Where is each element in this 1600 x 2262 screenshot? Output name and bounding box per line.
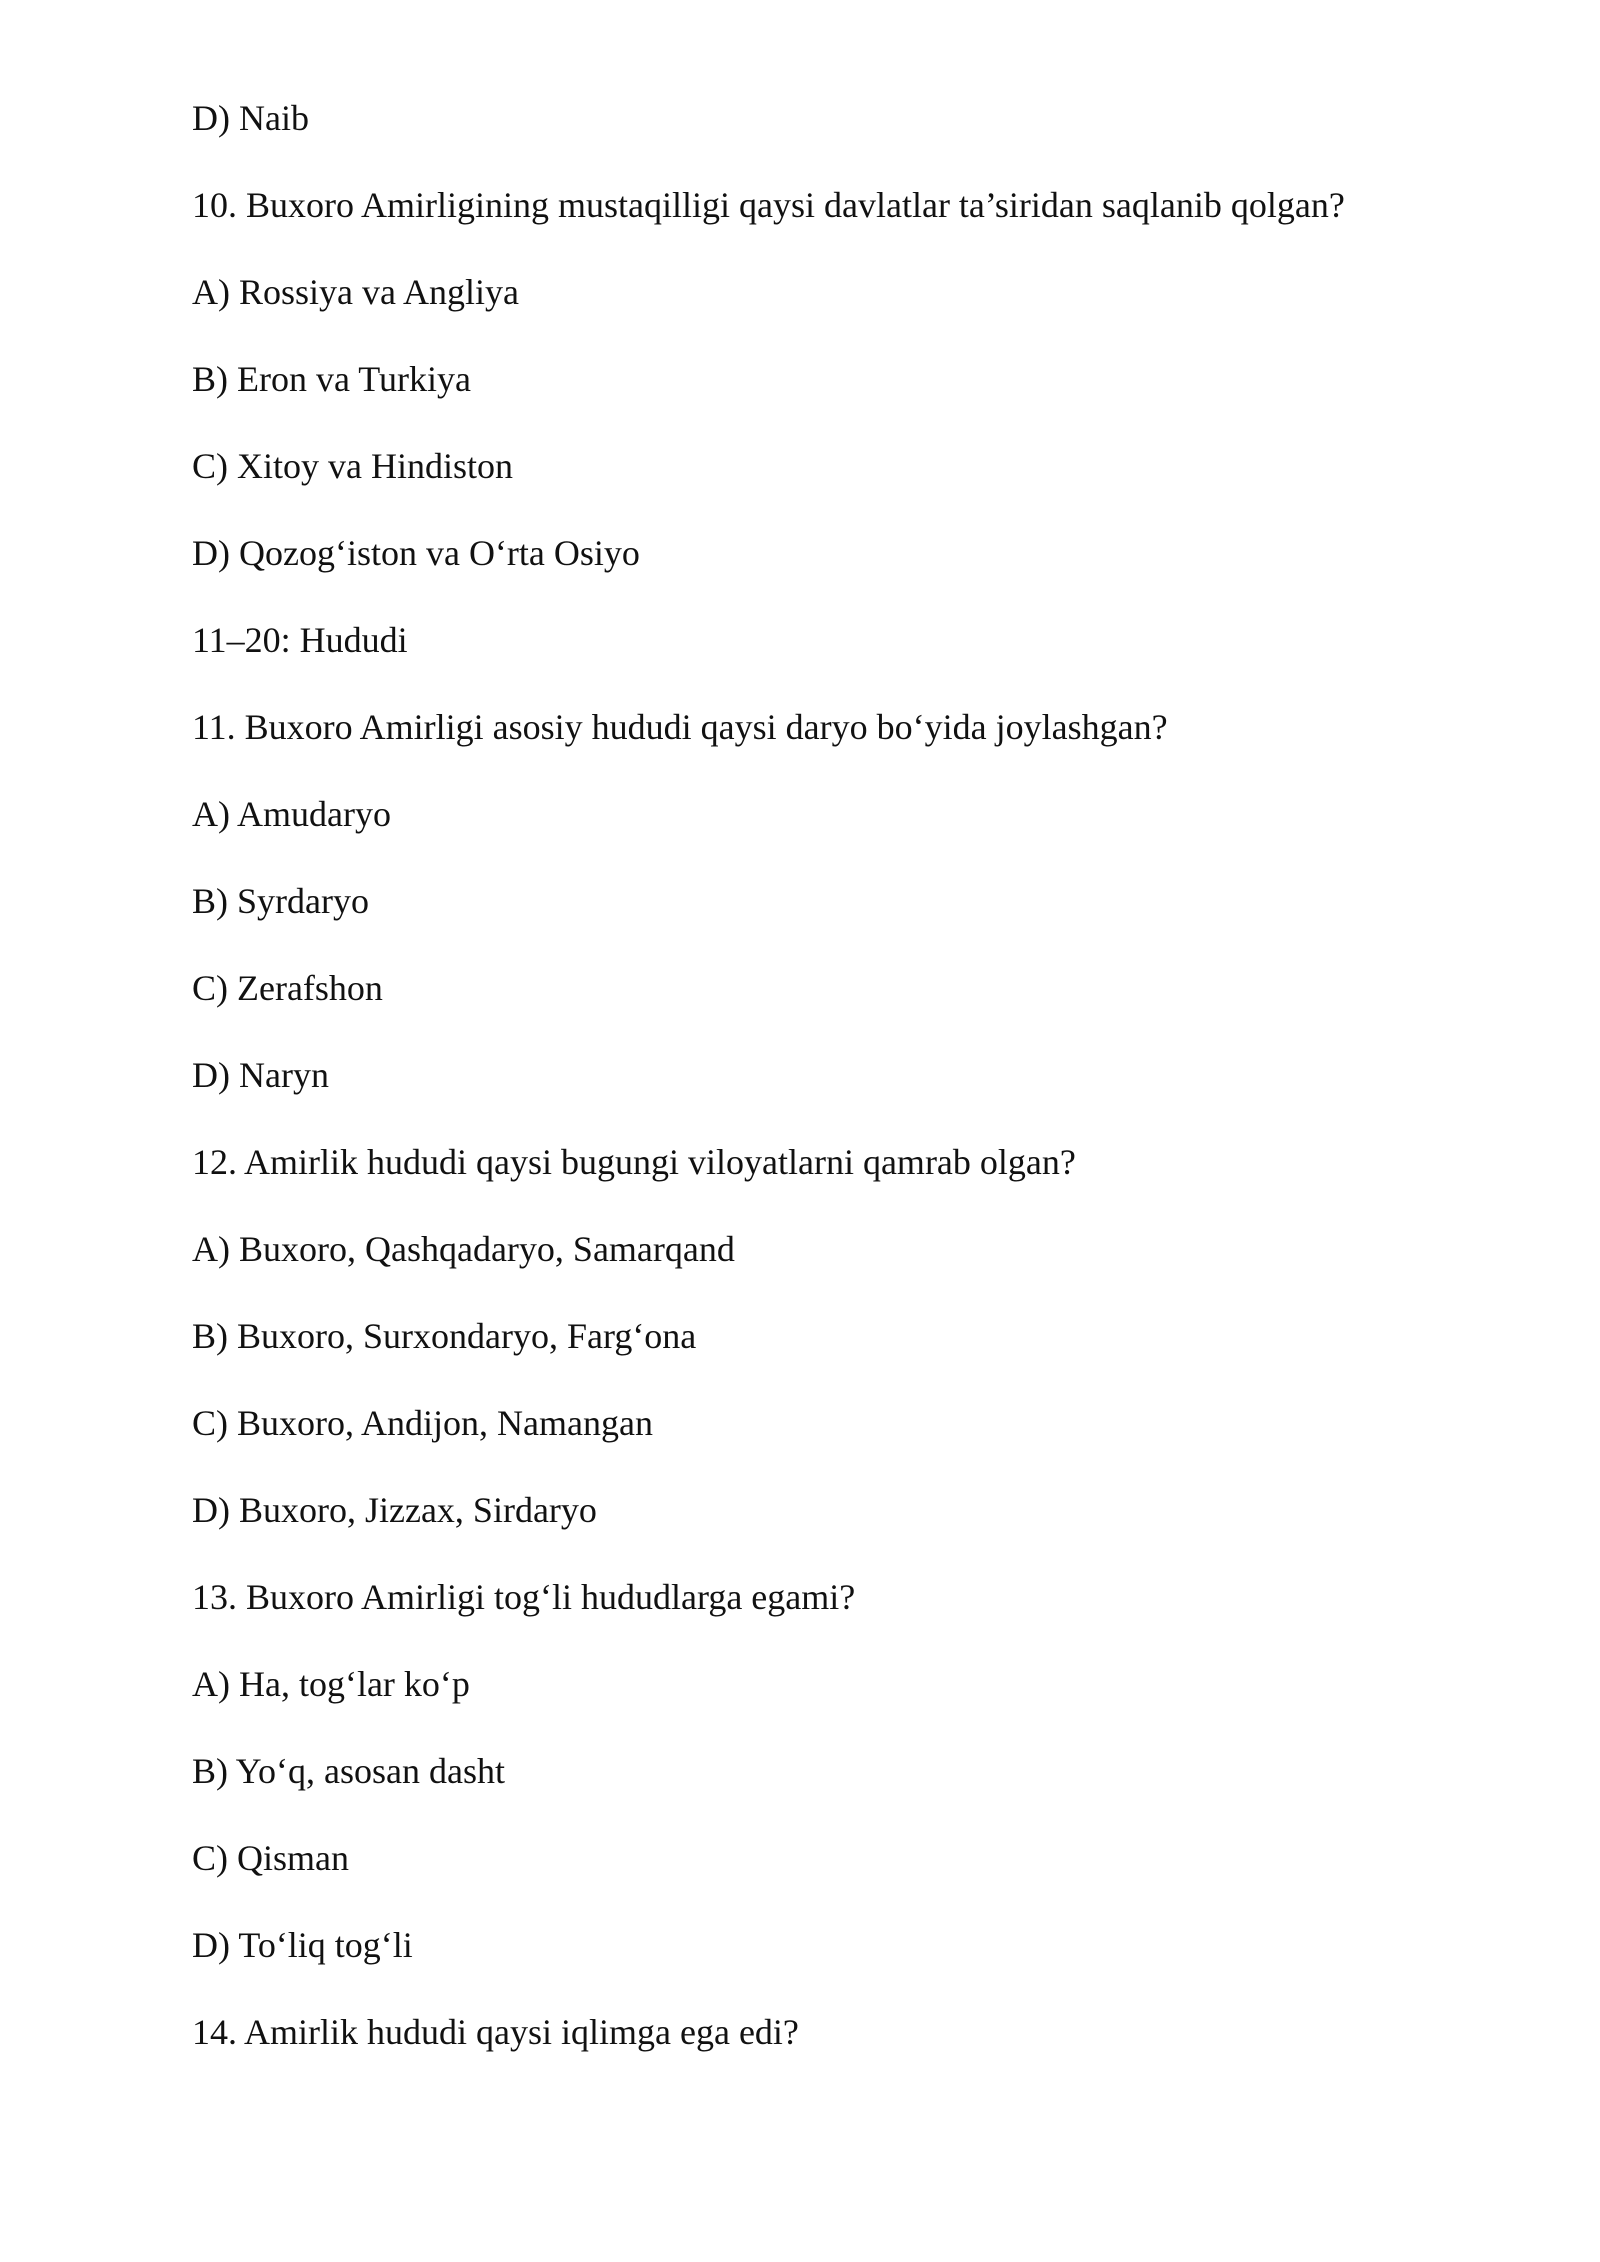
option-line: D) Qozog‘iston va O‘rta Osiyo (192, 533, 640, 573)
option-line: C) Qisman (192, 1838, 349, 1878)
option-line: B) Yo‘q, asosan dasht (192, 1751, 506, 1791)
option-line: B) Buxoro, Surxondaryo, Farg‘ona (192, 1316, 697, 1356)
option-line: D) Buxoro, Jizzax, Sirdaryo (192, 1490, 597, 1530)
section-heading: 11–20: Hududi (192, 620, 408, 660)
option-line: C) Xitoy va Hindiston (192, 446, 513, 486)
option-line: D) To‘liq tog‘li (192, 1925, 413, 1965)
question-line: 10. Buxoro Amirligining mustaqilligi qaysi davlatlar ta’siridan saqlanib qolgan? (192, 185, 1345, 225)
question-line: 14. Amirlik hududi qaysi iqlimga ega edi? (192, 2012, 799, 2052)
question-line: 12. Amirlik hududi qaysi bugungi viloyatlarni qamrab olgan? (192, 1142, 1076, 1182)
option-line: D) Naryn (192, 1055, 329, 1095)
option-line: A) Rossiya va Angliya (192, 272, 519, 312)
option-line: C) Buxoro, Andijon, Namangan (192, 1403, 653, 1443)
question-line: 11. Buxoro Amirligi asosiy hududi qaysi daryo bo‘yida joylashgan? (192, 707, 1168, 747)
option-line: D) Naib (192, 98, 309, 138)
option-line: A) Buxoro, Qashqadaryo, Samarqand (192, 1229, 735, 1269)
option-line: C) Zerafshon (192, 968, 383, 1008)
option-line: B) Syrdaryo (192, 881, 369, 921)
question-line: 13. Buxoro Amirligi tog‘li hududlarga egami? (192, 1577, 856, 1617)
option-line: A) Amudaryo (192, 794, 391, 834)
option-line: A) Ha, tog‘lar ko‘p (192, 1664, 470, 1704)
option-line: B) Eron va Turkiya (192, 359, 471, 399)
